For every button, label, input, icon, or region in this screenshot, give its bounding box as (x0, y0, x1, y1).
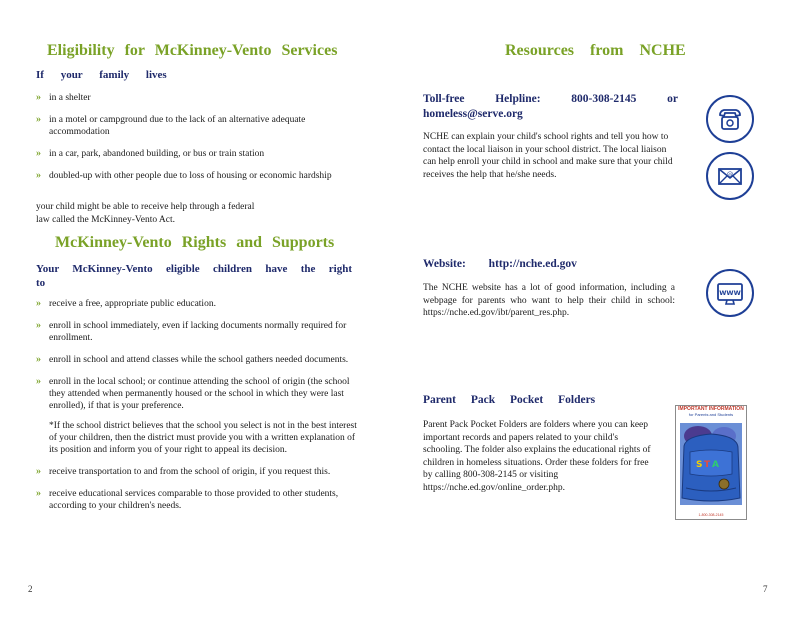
list-item-text: in a shelter (49, 93, 91, 103)
list-item (36, 376, 366, 456)
phone-icon (706, 95, 754, 143)
list-item (36, 354, 366, 366)
svg-text:WWW: WWW (719, 289, 741, 297)
list-item-text: doubled-up with other people due to loss of housing or economic hardship (49, 171, 332, 181)
page-number-right: 7 (763, 584, 768, 594)
list-item (36, 170, 358, 182)
list-item (36, 114, 358, 138)
page-number-left: 2 (28, 584, 33, 594)
backpack-illustration-icon (676, 406, 746, 519)
eligibility-text: your child might be able to receive help through a federal law called the McKinney-Vento Act. (36, 202, 255, 225)
website-text: The NCHE website has a lot of good information, including a webpage for parents who want to help their child in school: https://nche.ed.gov/ibt/parent_res.php. (423, 283, 675, 318)
www-icon (706, 269, 754, 317)
list-item-text: receive educational services comparable to those provided to other students, according to your children's needs. (49, 489, 339, 511)
list-item-text: receive a free, appropriate public education. (49, 299, 216, 309)
helpline-heading: Toll-free Helpline: 800-308-2145 or homeless@serve.org (423, 93, 678, 120)
bullet-mark-icon: » (36, 376, 41, 387)
folders-heading: Parent Pack Pocket Folders (423, 394, 596, 406)
svg-text:T: T (704, 460, 711, 470)
list-item-text: enroll in school and attend classes while the school gathers needed documents. (49, 355, 349, 365)
bullet-mark-icon: » (36, 320, 41, 331)
rights-list (36, 298, 366, 522)
list-item-text: in a car, park, abandoned building, or bus or train station (49, 149, 265, 159)
folder-cover-footer: 1-800-308-2145 (698, 513, 724, 517)
list-item (36, 92, 358, 104)
email-icon (706, 152, 754, 200)
svg-text:A: A (712, 460, 719, 470)
rights-intro: Your McKinney-Vento eligible children have the right to (36, 263, 352, 289)
svg-text:S: S (696, 460, 703, 470)
website-heading: Website: http://nche.ed.gov (423, 258, 577, 270)
right-page (400, 0, 800, 618)
parent-pack-folder-image (675, 405, 747, 520)
bullet-mark-icon: » (36, 488, 41, 499)
svg-text:@: @ (726, 171, 734, 179)
helpline-text: NCHE can explain your child's school rights and tell you how to contact the local liaison in your school district. The local liaison can help enroll your child in school and make sure that your child receives the help that he/she needs. (423, 132, 673, 180)
bullet-mark-icon: » (36, 114, 41, 125)
folder-cover-subtitle: for Parents and Students (688, 412, 734, 417)
resources-title: Resources from NCHE (505, 42, 686, 59)
list-item (36, 466, 366, 478)
eligibility-title: Eligibility for McKinney-Vento Services (47, 42, 338, 59)
family-lives-intro: If your family lives (36, 69, 167, 81)
list-item-text: in a motel or campground due to the lack of an alternative adequate accommodation (49, 115, 306, 137)
bullet-mark-icon: » (36, 170, 41, 181)
list-item (36, 298, 366, 310)
appeal-note: *If the school district believes that the school you select is not in the best interest of your children, then the district must provide you with a written explanation of its position and inform you of your right to appeal its decision. (49, 421, 357, 455)
folder-cover-title: IMPORTANT INFORMATION (678, 406, 744, 412)
bullet-mark-icon: » (36, 354, 41, 365)
list-item-text: enroll in school immediately, even if lacking documents normally required for enrollment. (49, 321, 347, 343)
list-item (36, 148, 358, 160)
bullet-mark-icon: » (36, 92, 41, 103)
list-item-text: enroll in the local school; or continue attending the school of origin (the school they attended when permanently housed or the school in which they were last enrolled), if that is your preference. (49, 377, 350, 411)
list-item (36, 320, 366, 344)
bullet-mark-icon: » (36, 466, 41, 477)
folders-text: Parent Pack Pocket Folders are folders where you can keep important records and papers related to your child's schooling. The folder also explains the educational rights of children in homeless situations. Order these folders for free by calling 800-308-2145 or visiting https://nche.ed.gov/online_order.php. (423, 420, 651, 493)
list-item-text: receive transportation to and from the school of origin, if you request this. (49, 467, 331, 477)
list-item (36, 488, 366, 512)
rights-title: McKinney-Vento Rights and Supports (55, 234, 335, 251)
living-situations-list (36, 92, 358, 192)
bullet-mark-icon: » (36, 148, 41, 159)
bullet-mark-icon: » (36, 298, 41, 309)
